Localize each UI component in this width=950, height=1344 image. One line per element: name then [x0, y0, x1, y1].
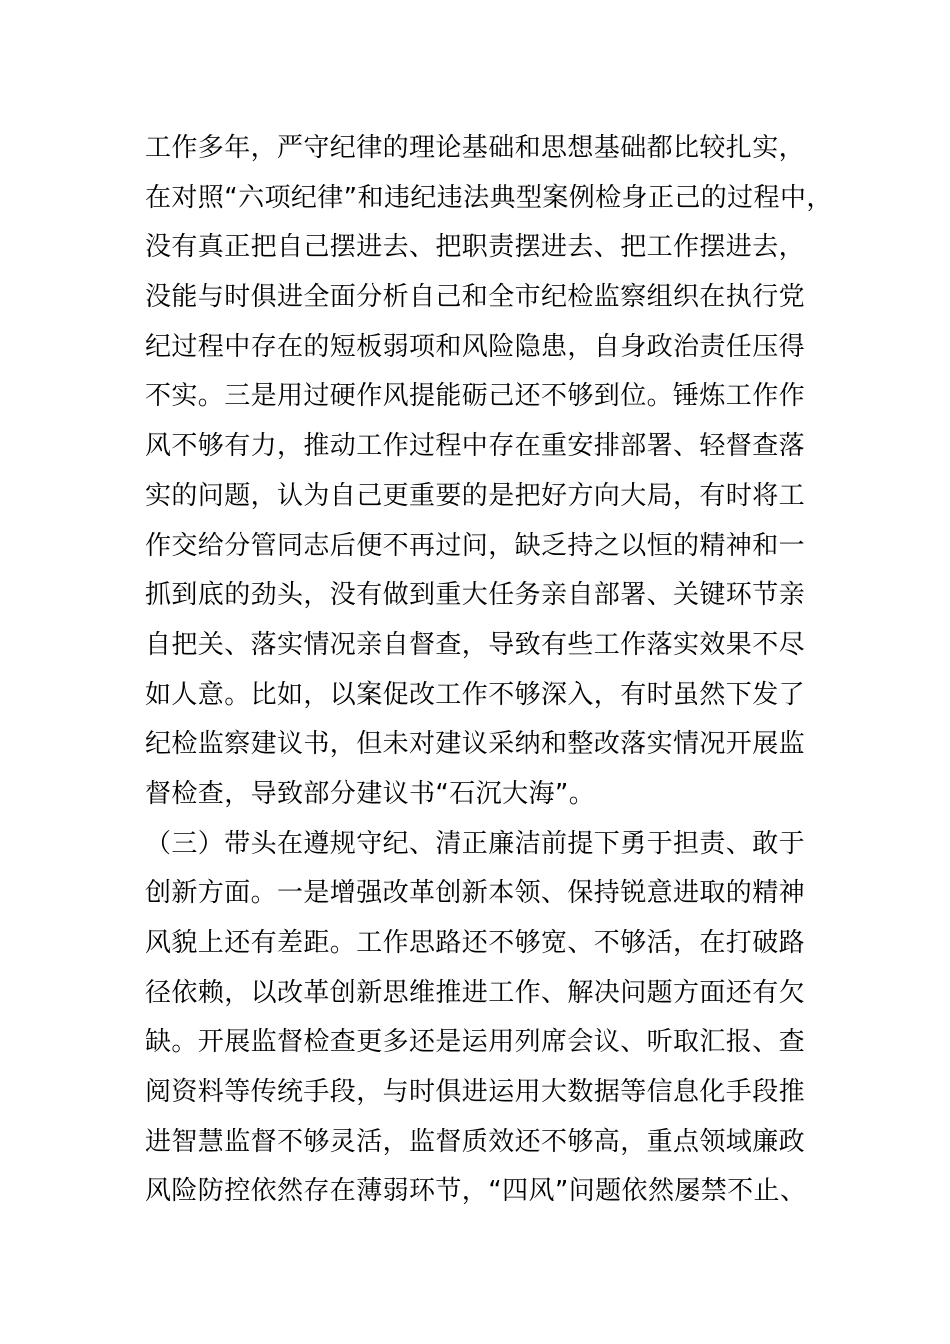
text-line: 缺。开展监督检查更多还是运用列席会议、听取汇报、查: [145, 1027, 806, 1058]
text-line: 风险防控依然存在薄弱环节，“四风”问题依然屡禁不止、: [145, 1176, 807, 1207]
text-line: 没有真正把自己摆进去、把职责摆进去、把工作摆进去，: [145, 232, 806, 263]
text-line: 风不够有力，推动工作过程中存在重安排部署、轻督查落: [145, 431, 806, 462]
text-line: 作交给分管同志后便不再过问，缺乏持之以恒的精神和一: [145, 530, 806, 561]
text-line: 纪检监察建议书，但未对建议采纳和整改落实情况开展监: [145, 729, 806, 760]
text-line: 工作多年，严守纪律的理论基础和思想基础都比较扎实，: [145, 133, 806, 163]
text-line: 督检查，导致部分建议书“石沉大海”。: [145, 778, 596, 809]
text-line: 实的问题，认为自己更重要的是把好方向大局，有时将工: [145, 480, 806, 511]
text-line: 在对照“六项纪律”和违纪违法典型案例检身正己的过程中，: [145, 182, 833, 213]
text-line: 抓到底的劲头，没有做到重大任务亲自部署、关键环节亲: [145, 580, 806, 611]
text-line: 进智慧监督不够灵活，监督质效还不够高，重点领域廉政: [145, 1126, 806, 1157]
text-line: 纪过程中存在的短板弱项和风险隐患，自身政治责任压得: [145, 331, 806, 362]
text-line: 创新方面。一是增强改革创新本领、保持锐意进取的精神: [145, 878, 806, 909]
text-line: 自把关、落实情况亲自督查，导致有些工作落实效果不尽: [145, 629, 806, 660]
text-line: 没能与时俱进全面分析自己和全市纪检监察组织在执行党: [145, 282, 806, 313]
text-line: 阅资料等传统手段，与时俱进运用大数据等信息化手段推: [145, 1077, 806, 1108]
body-text: [145, 124, 833, 1217]
section-heading-line: （三）带头在遵规守纪、清正廉洁前提下勇于担责、敢于: [145, 828, 806, 859]
text-line: 不实。三是用过硬作风提能砺己还不够到位。锤炼工作作: [145, 381, 806, 412]
text-line: 风貌上还有差距。工作思路还不够宽、不够活，在打破路: [145, 928, 806, 958]
text-line: 如人意。比如，以案促改工作不够深入，有时虽然下发了: [145, 679, 806, 710]
text-line: 径依赖，以改革创新思维推进工作、解决问题方面还有欠: [145, 977, 806, 1008]
